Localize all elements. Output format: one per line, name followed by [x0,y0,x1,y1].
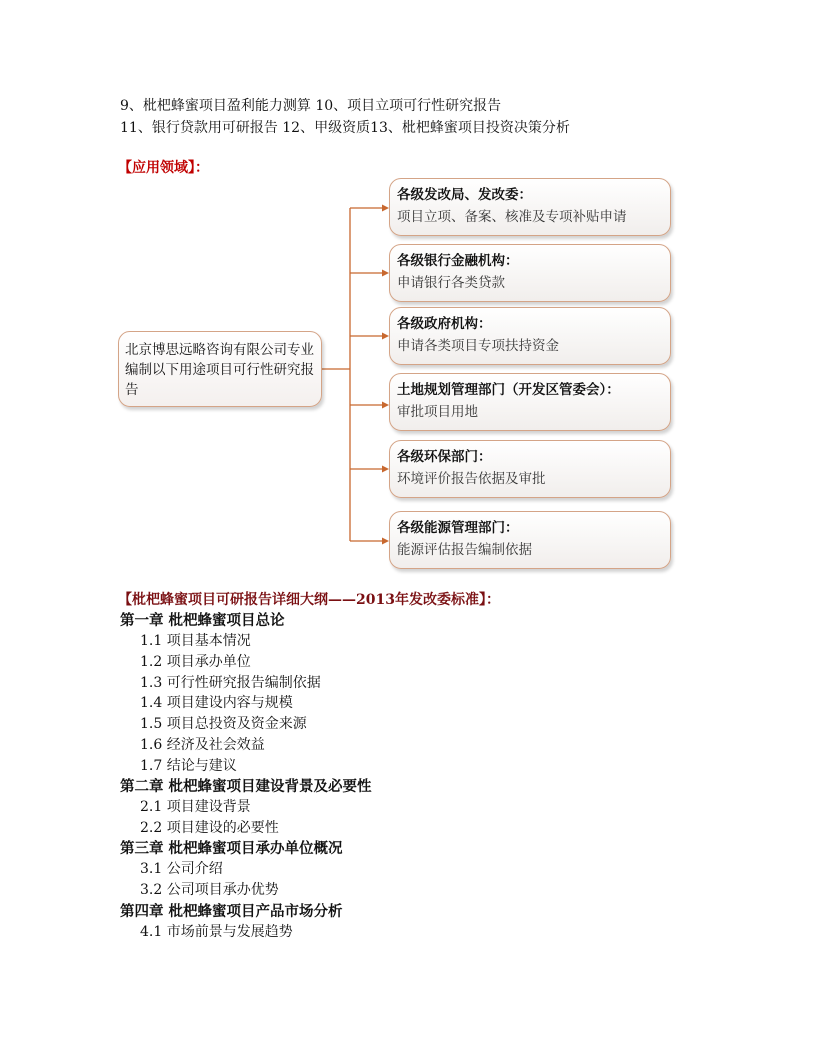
diagram-target-box [389,511,671,569]
target-title: 各级能源管理部门： [397,520,519,536]
toc-section: 1.2 项目承办单位 [140,654,251,670]
target-desc: 审批项目用地 [397,404,478,420]
target-title: 各级发改局、发改委： [397,187,532,203]
toc-section: 2.2 项目建设的必要性 [140,820,279,836]
target-title: 土地规划管理部门（开发区管委会）： [397,382,620,398]
toc-section: 3.1 公司介绍 [140,861,223,877]
toc-section: 1.1 项目基本情况 [140,633,251,649]
outline-heading: 【枇杷蜂蜜项目可研报告详细大纲——2013年发改委标准】： [118,592,500,608]
target-title: 各级银行金融机构： [397,253,519,269]
toc-chapter: 第三章 枇杷蜂蜜项目承办单位概况 [120,840,343,857]
diagram-source-box: 北京博思远略咨询有限公司专业编制以下用途项目可行性研究报告 [118,331,322,407]
toc-section: 3.2 公司项目承办优势 [140,882,279,898]
toc-chapter: 第二章 枇杷蜂蜜项目建设背景及必要性 [120,778,372,795]
toc-section: 4.1 市场前景与发展趋势 [140,924,293,940]
toc-section: 1.3 可行性研究报告编制依据 [140,675,321,691]
diagram-target-box [389,244,671,302]
diagram-target-box [389,373,671,431]
toc-chapter: 第四章 枇杷蜂蜜项目产品市场分析 [120,903,343,920]
intro-line-2: 11、银行贷款用可研报告 12、甲级资质13、枇杷蜂蜜项目投资决策分析 [120,120,570,136]
target-desc: 能源评估报告编制依据 [397,542,532,558]
target-title: 各级环保部门： [397,449,492,465]
diagram-target-box [389,178,671,236]
toc-section: 1.4 项目建设内容与规模 [140,695,293,711]
intro-line-1: 9、枇杷蜂蜜项目盈利能力测算 10、项目立项可行性研究报告 [120,98,502,114]
toc-section: 1.7 结论与建议 [140,758,237,774]
target-desc: 申请银行各类贷款 [397,275,505,291]
target-desc: 环境评价报告依据及审批 [397,471,546,487]
diagram-target-box [389,307,671,365]
target-desc: 申请各类项目专项扶持资金 [397,338,559,354]
toc-chapter: 第一章 枇杷蜂蜜项目总论 [120,612,285,629]
diagram-target-box [389,440,671,498]
toc-section: 1.5 项目总投资及资金来源 [140,716,307,732]
target-desc: 项目立项、备案、核准及专项补贴申请 [397,209,627,225]
application-heading: 【应用领域】： [118,160,209,176]
target-title: 各级政府机构： [397,316,492,332]
toc-section: 2.1 项目建设背景 [140,799,251,815]
toc-section: 1.6 经济及社会效益 [140,737,265,753]
